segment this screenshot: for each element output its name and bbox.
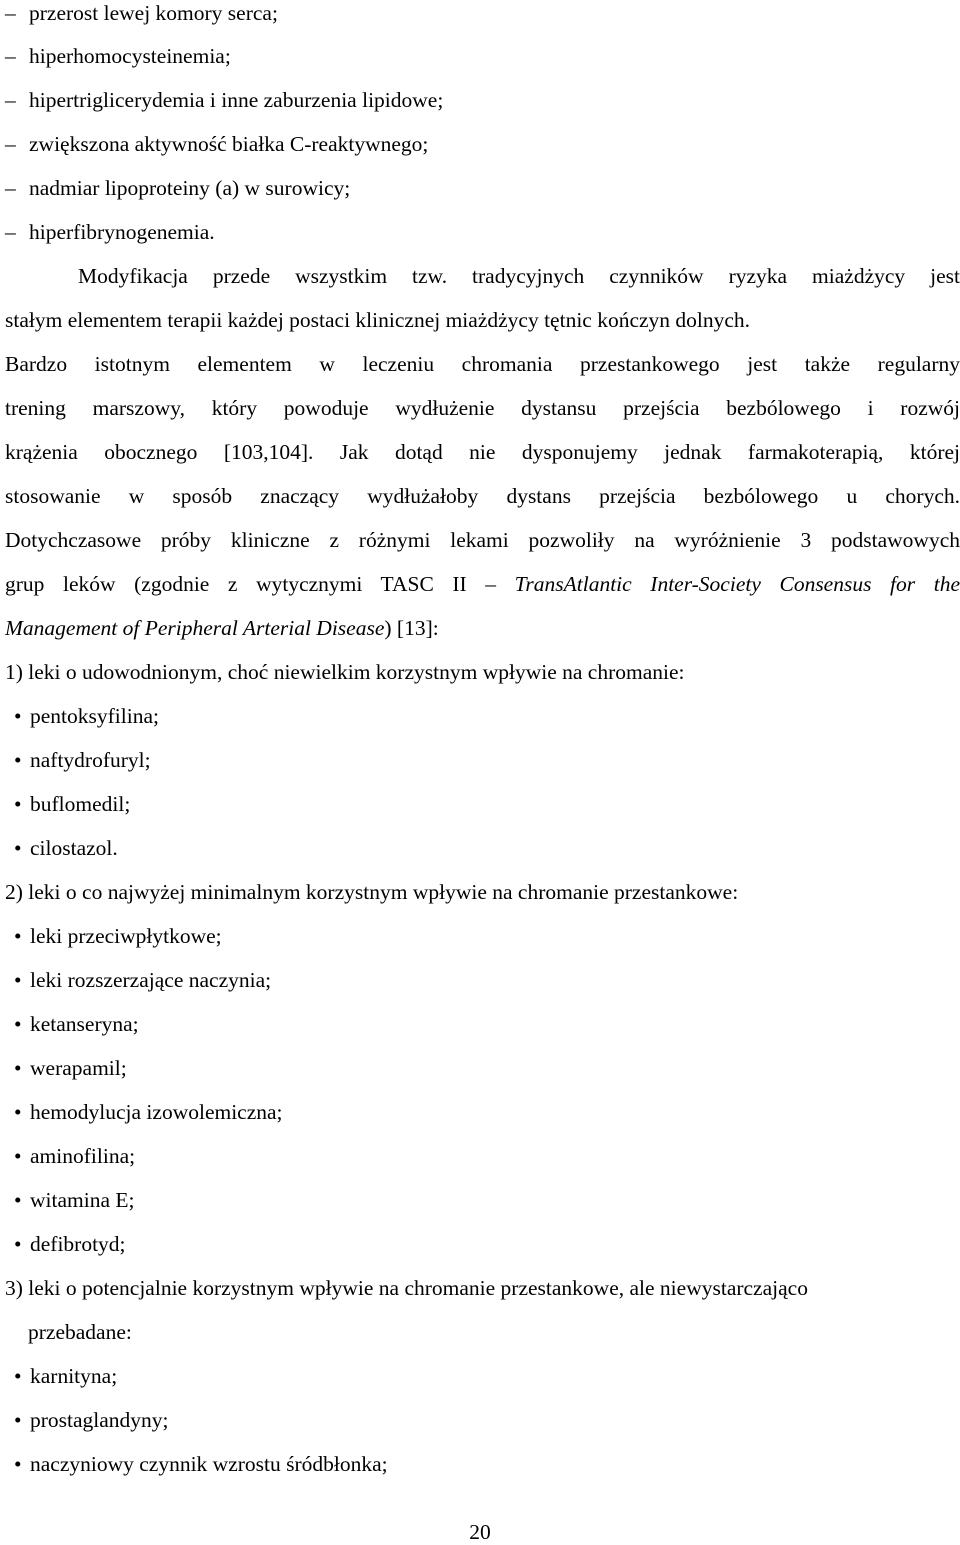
paragraph-line: Modyfikacja przede wszystkim tzw. tradycyjnych czynników ryzyka miażdżycy jest (78, 264, 960, 288)
group-heading: 2) leki o co najwyżej minimalnym korzystnym wpływie na chromanie przestankowe: (5, 880, 739, 904)
paragraph-line: Bardzo istotnym elementem w leczeniu chromania przestankowego jest także regularny (5, 352, 960, 376)
bullet-item: • karnityna; (5, 1363, 960, 1407)
dash-marker: – (5, 1, 16, 25)
bullet-marker: • (14, 1232, 22, 1256)
bullet-item: • cilostazol. (5, 835, 960, 879)
list-item: – nadmiar lipoproteiny (a) w surowicy; (5, 176, 351, 200)
group-heading: 3) leki o potencjalnie korzystnym wpływie na chromanie przestankowe, ale niewystarczająco (5, 1276, 808, 1300)
dash-marker: – (5, 220, 16, 244)
bullet-item: • werapamil; (5, 1055, 960, 1099)
list-item: – hipertriglicerydemia i inne zaburzenia lipidowe; (5, 88, 444, 112)
bullet-marker: • (14, 1452, 22, 1476)
bullet-item: • buflomedil; (5, 791, 960, 835)
dash-marker: – (5, 44, 16, 68)
bullet-item: • naczyniowy czynnik wzrostu śródbłonka; (5, 1451, 960, 1495)
paragraph-line: Management of Peripheral Arterial Disease) [13]: (5, 616, 439, 640)
bullet-item: • pentoksyfilina; (5, 703, 960, 747)
paragraph-line: stosowanie w sposób znaczący wydłużałoby dystans przejścia bezbólowego u chorych. (5, 484, 960, 508)
bullet-marker: • (14, 1408, 22, 1432)
bullet-marker: • (14, 1364, 22, 1388)
group-heading-continuation: przebadane: (28, 1320, 132, 1344)
group-heading: 1) leki o udowodnionym, choć niewielkim korzystnym wpływie na chromanie: (5, 660, 685, 684)
paragraph-line: grup leków (zgodnie z wytycznymi TASC II – TransAtlantic Inter-Society Consensus for the (5, 572, 960, 596)
list-item: – zwiększona aktywność białka C-reaktywnego; (5, 132, 429, 156)
bullet-marker: • (14, 836, 22, 860)
paragraph-line: Dotychczasowe próby kliniczne z różnymi lekami pozwoliły na wyróżnienie 3 podstawowych (5, 528, 960, 552)
bullet-item: • aminofilina; (5, 1143, 960, 1187)
paragraph-line: trening marszowy, który powoduje wydłużenie dystansu przejścia bezbólowego i rozwój (5, 396, 960, 420)
document-page (5, 0, 960, 1495)
list-item: – hiperfibrynogenemia. (5, 220, 215, 244)
bullet-marker: • (14, 748, 22, 772)
bullet-marker: • (14, 1144, 22, 1168)
paragraph-line: stałym elementem terapii każdej postaci klinicznej miażdżycy tętnic kończyn dolnych. (5, 308, 751, 332)
bullet-item: • ketanseryna; (5, 1011, 960, 1055)
bullet-item: • leki rozszerzające naczynia; (5, 967, 960, 1011)
dash-marker: – (5, 176, 16, 200)
dash-marker: – (5, 88, 16, 112)
list-item: – przerost lewej komory serca; (5, 1, 278, 25)
bullet-item: • witamina E; (5, 1187, 960, 1231)
bullet-item: • hemodylucja izowolemiczna; (5, 1099, 960, 1143)
bullet-item: • prostaglandyny; (5, 1407, 960, 1451)
bullet-marker: • (14, 1188, 22, 1212)
bullet-marker: • (14, 792, 22, 816)
bullet-marker: • (14, 968, 22, 992)
bullet-marker: • (14, 924, 22, 948)
page-number: 20 (469, 1520, 491, 1544)
bullet-item: • leki przeciwpłytkowe; (5, 923, 960, 967)
list-item: – hiperhomocysteinemia; (5, 44, 231, 68)
bullet-marker: • (14, 1012, 22, 1036)
bullet-marker: • (14, 1056, 22, 1080)
paragraph-line: krążenia obocznego [103,104]. Jak dotąd nie dysponujemy jednak farmakoterapią, której (5, 440, 960, 464)
dash-marker: – (5, 132, 16, 156)
bullet-item: • naftydrofuryl; (5, 747, 960, 791)
bullet-item: • defibrotyd; (5, 1231, 960, 1275)
bullet-marker: • (14, 704, 22, 728)
bullet-marker: • (14, 1100, 22, 1124)
